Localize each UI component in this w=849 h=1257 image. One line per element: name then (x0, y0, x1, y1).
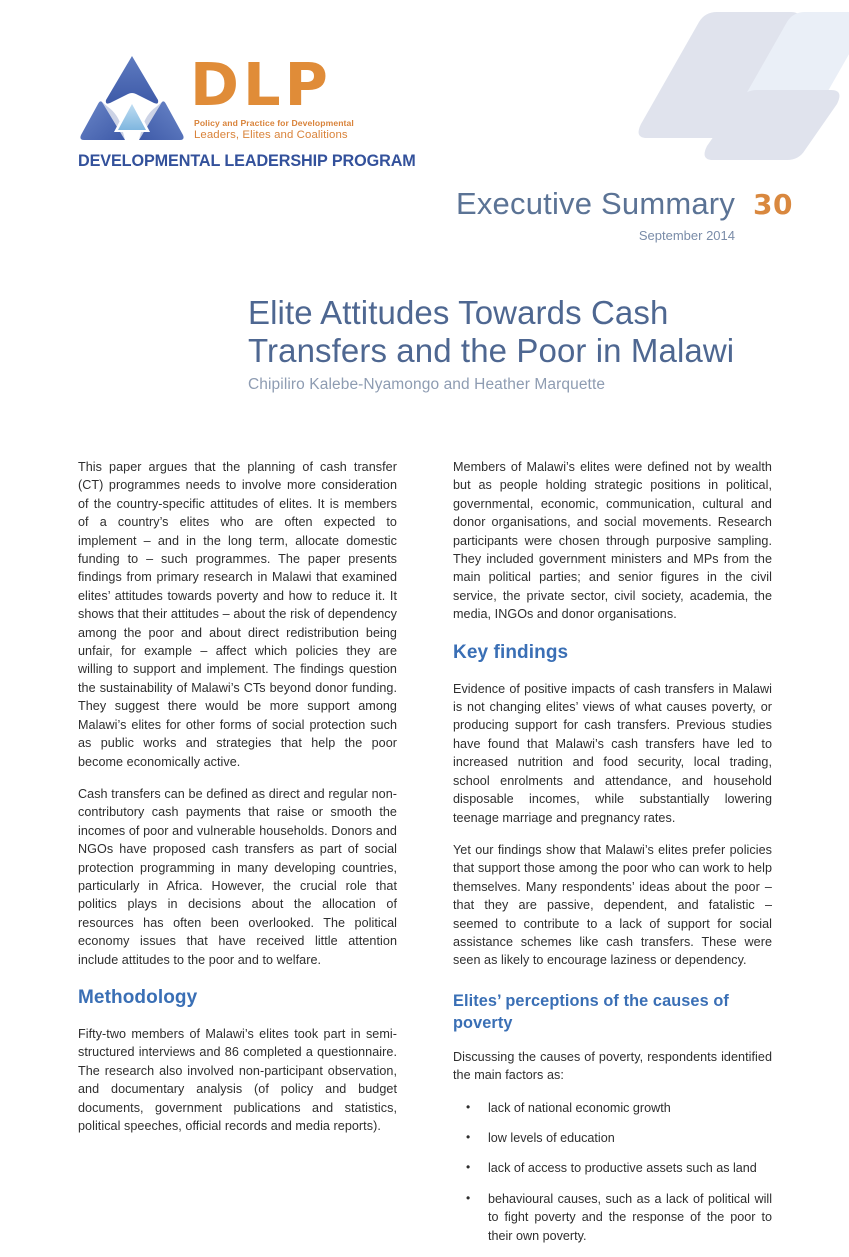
dlp-logo-block (78, 52, 438, 177)
right-column (453, 458, 772, 1257)
dlp-triangle-logo-icon (78, 52, 186, 144)
perceptions-heading: Elites’ perceptions of the causes of poverty (453, 991, 729, 1032)
dlp-tagline (194, 118, 430, 141)
key-findings-paragraph-2: Yet our findings show that Malawi’s elites prefer policies that support those among the poor who can work to help themselves. Many respondents’ ideas about the poor – that they are passive, dependent, and fatalistic – seemed to contribute to a lack of support for social assistance schemes like cash transfers. These were seen as likely to encourage laziness or dependency. (453, 842, 772, 968)
methodology-heading: Methodology (78, 986, 198, 1008)
dlp-tagline-line1: Policy and Practice for Developmental (194, 118, 354, 128)
series-title: Executive Summary (455, 186, 736, 221)
dlp-program-name: DEVELOPMENTAL LEADERSHIP PROGRAM (78, 152, 416, 170)
perceptions-bullet-list (453, 1099, 772, 1245)
list-item: • behavioural causes, such as a lack of political will to fight poverty and the response of the poor to their own poverty. (453, 1190, 772, 1245)
authors-line: Chipiliro Kalebe-Nyamongo and Heather Marquette (248, 376, 606, 393)
key-findings-heading: Key findings (453, 641, 569, 663)
quotation-mark-graphic (609, 0, 849, 200)
body-columns (78, 458, 772, 1257)
perceptions-intro-paragraph: Discussing the causes of poverty, respondents identified the main factors as: (453, 1049, 772, 1083)
dlp-tagline-line2: Leaders, Elites and Coalitions (194, 128, 348, 141)
methodology-paragraph: Fifty-two members of Malawi’s elites took part in semi-structured interviews and 86 completed a questionnaire. The research also involved non-participant observation, and documentary analysis (of policy and budget documents, government publications and statistics, political speeches, official records and media reports). (78, 1026, 397, 1133)
dlp-wordmark (190, 50, 430, 141)
abstract-paragraph-1: This paper argues that the planning of cash transfer (CT) programmes needs to involve more consideration of the country-specific attitudes of elites. It is members of a country’s elites who are often expected to implement – and in the long term, allocate domestic funding to – such programmes. The paper presents findings from primary research in Malawi that examined elites’ attitudes towards poverty and how to reduce it. It shows that their attitudes – about the risk of dependency among the poor and about direct redistribution being unfair, for example – affect which policies they are willing to support and implement. The findings question the sustainability of Malawi’s CTs beyond donor funding. They suggest there would be more support among Malawi’s elites for other forms of social protection such as public works and strategies that help the poor become economically active. (78, 460, 397, 769)
title-block (248, 294, 778, 394)
list-item: • lack of access to productive assets such as land (453, 1159, 772, 1177)
list-item: • low levels of education (453, 1129, 772, 1147)
page-title: Elite Attitudes Towards Cash Transfers and the Poor in Malawi (248, 294, 735, 369)
elites-definition-paragraph: Members of Malawi’s elites were defined not by wealth but as people holding strategic positions in political, governmental, economic, communication, cultural and donor organisations, and social movements. Research participants were chosen through purposive sampling. They included government ministers and MPs from the main political parties; and senior figures in the civil service, the private sector, civil society, academia, the media, INGOs and donor organisations. (453, 460, 772, 622)
dlp-letters: DLP (190, 50, 332, 119)
executive-summary-band (373, 186, 793, 243)
abstract-paragraph-2: Cash transfers can be defined as direct and regular non-contributory cash payments that raise or smooth the incomes of poor and vulnerable households. Donors and NGOs have proposed cash transfers as part of social protection programming in many developing countries, particularly in Africa. However, the crucial role that politics plays in decisions about the allocation of resources has often been overlooked. The political economy issues that have received little attention include attitudes to the poor and to welfare. (78, 786, 397, 967)
issue-number: 30 (753, 188, 793, 221)
key-findings-paragraph-1: Evidence of positive impacts of cash transfers in Malawi is not changing elites’ views of what causes poverty, or producing support for cash transfers. Previous studies have found that Malawi’s cash transfers have led to increased nutrition and food security, local trading, school enrolments and attendance, and household disposable incomes, while substantially lowering teenage marriage and pregnancy rates. (453, 681, 772, 825)
left-column (78, 458, 397, 1257)
list-item: • lack of national economic growth (453, 1099, 772, 1117)
publication-date: September 2014 (638, 228, 735, 243)
